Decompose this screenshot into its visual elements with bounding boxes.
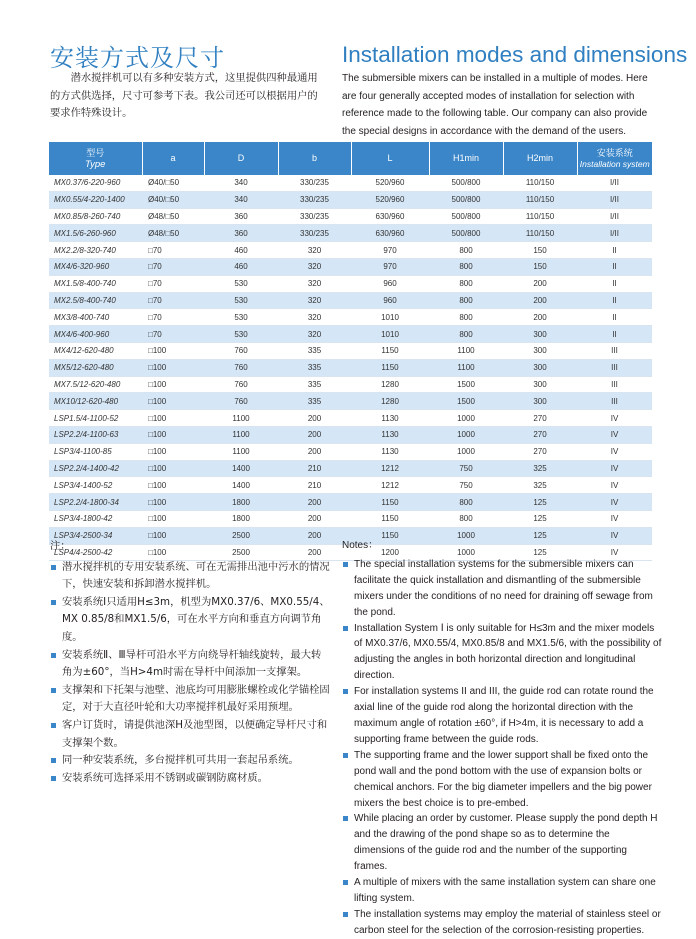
cell-l: 970 (351, 258, 429, 275)
cell-l: 1200 (351, 544, 429, 561)
cell-l: 960 (351, 275, 429, 292)
cell-installation-system: I/II (577, 225, 652, 242)
cell-h2min: 300 (503, 359, 577, 376)
cell-h1min: 1500 (429, 376, 503, 393)
cell-b: 335 (278, 342, 351, 359)
table-row (49, 410, 652, 427)
cell-installation-system: IV (577, 410, 652, 427)
cell-h2min: 270 (503, 426, 577, 443)
cell-d: 1800 (204, 494, 278, 511)
cell-l: 1150 (351, 527, 429, 544)
cell-installation-system: II (577, 309, 652, 326)
cell-h1min: 1000 (429, 410, 503, 427)
cell-installation-system: IV (577, 510, 652, 527)
cell-type: LSP3/4-1800-42 (49, 510, 142, 527)
note-item-en: Installation System Ⅰ is only suitable for H≤3m and the mixer models of MX0.37/6, MX0.55/4, MX0.85/8 and MX1.5/6, with the possibility of adjusting the angles in both horizontal direction and longitudinal direction. (342, 621, 662, 685)
cell-a: □100 (142, 342, 204, 359)
cell-h1min: 1000 (429, 527, 503, 544)
cell-h1min: 500/800 (429, 208, 503, 225)
cell-installation-system: III (577, 376, 652, 393)
cell-a: Ø40/□50 (142, 175, 204, 191)
cell-b: 330/235 (278, 191, 351, 208)
note-item-cn: 安装系统Ⅰ只适用H≤3m，机型为MX0.37/6、MX0.55/4、MX 0.85/8和MX1.5/6，可在水平方向和垂直方向调节角度。 (50, 594, 330, 647)
cell-h2min: 300 (503, 326, 577, 343)
cell-a: □100 (142, 460, 204, 477)
header-system-en: Installation system (579, 158, 650, 169)
cell-installation-system: I/II (577, 191, 652, 208)
cell-d: 2500 (204, 527, 278, 544)
cell-h2min: 125 (503, 544, 577, 561)
cell-h2min: 150 (503, 258, 577, 275)
cell-h1min: 1100 (429, 359, 503, 376)
table-row (49, 326, 652, 343)
cell-h2min: 110/150 (503, 208, 577, 225)
note-item-cn: 安装系统Ⅱ、Ⅲ导杆可沿水平方向绕导杆轴线旋转，最大转角为±60°，当H>4m时需在导杆中间添加一支撑架。 (50, 647, 330, 682)
cell-b: 320 (278, 326, 351, 343)
cell-h1min: 500/800 (429, 175, 503, 191)
cell-d: 760 (204, 342, 278, 359)
note-item-cn: 客户订货时，请提供池深H及池型图，以便确定导杆尺寸和支撑架个数。 (50, 717, 330, 752)
cell-h1min: 800 (429, 258, 503, 275)
cell-h2min: 200 (503, 292, 577, 309)
table-row (49, 376, 652, 393)
cell-type: MX0.55/4-220-1400 (49, 191, 142, 208)
note-item-en: A multiple of mixers with the same installation system can share one lifting system. (342, 875, 662, 907)
cell-h1min: 800 (429, 292, 503, 309)
table-row (49, 460, 652, 477)
cell-l: 630/960 (351, 208, 429, 225)
header-l: L (351, 142, 429, 175)
cell-b: 200 (278, 494, 351, 511)
notes-en (342, 538, 662, 939)
cell-type: LSP2.2/4-1400-42 (49, 460, 142, 477)
header-installation-system (577, 142, 652, 175)
cell-h1min: 800 (429, 309, 503, 326)
cell-l: 1010 (351, 309, 429, 326)
header-type (49, 142, 142, 175)
cell-type: MX1.5/8-400-740 (49, 275, 142, 292)
cell-l: 1212 (351, 460, 429, 477)
notes-en-list (342, 557, 662, 939)
note-item-en: The special installation systems for the submersible mixers can facilitate the quick installation and dismantling of the submersible mixers under the conditions of no need for draining off sewage from the pond. (342, 557, 662, 621)
table-row (49, 309, 652, 326)
note-item-cn: 同一种安装系统，多台搅拌机可共用一套起吊系统。 (50, 752, 330, 770)
cell-l: 970 (351, 242, 429, 259)
cell-l: 1150 (351, 359, 429, 376)
cell-b: 320 (278, 275, 351, 292)
cell-d: 360 (204, 208, 278, 225)
cell-installation-system: IV (577, 426, 652, 443)
cell-d: 1800 (204, 510, 278, 527)
cell-d: 2500 (204, 544, 278, 561)
cell-b: 320 (278, 309, 351, 326)
table-row (49, 342, 652, 359)
note-item-en: The installation systems may employ the material of stainless steel or carbon steel for the selection of the corrosion-resisting properties. (342, 907, 662, 939)
cell-type: MX4/12-620-480 (49, 342, 142, 359)
cell-d: 760 (204, 376, 278, 393)
cell-l: 1280 (351, 393, 429, 410)
cell-b: 200 (278, 410, 351, 427)
note-item-cn: 支撑架和下托架与池壁、池底均可用膨胀螺栓或化学锚栓固定，对于大直径叶轮和大功率搅拌机最好采用预埋。 (50, 682, 330, 717)
cell-a: □70 (142, 275, 204, 292)
page-title-en: Installation modes and dimensions (342, 42, 688, 67)
cell-h2min: 325 (503, 477, 577, 494)
cell-h1min: 1000 (429, 544, 503, 561)
cell-type: LSP3/4-2500-34 (49, 527, 142, 544)
cell-a: □70 (142, 326, 204, 343)
cell-d: 340 (204, 191, 278, 208)
cell-d: 460 (204, 242, 278, 259)
cell-d: 760 (204, 393, 278, 410)
notes-cn-list (50, 559, 330, 788)
dimensions-table-wrapper (49, 142, 652, 561)
cell-h2min: 200 (503, 309, 577, 326)
cell-l: 1150 (351, 494, 429, 511)
cell-h2min: 125 (503, 527, 577, 544)
cell-installation-system: II (577, 292, 652, 309)
cell-h1min: 800 (429, 326, 503, 343)
cell-type: MX0.37/6-220-960 (49, 175, 142, 191)
page-title-cn: 安装方式及尺寸 (50, 44, 225, 72)
cell-a: □100 (142, 494, 204, 511)
cell-d: 530 (204, 309, 278, 326)
cell-l: 960 (351, 292, 429, 309)
cell-b: 210 (278, 460, 351, 477)
cell-d: 1100 (204, 410, 278, 427)
cell-h2min: 110/150 (503, 175, 577, 191)
cell-l: 1130 (351, 426, 429, 443)
cell-b: 200 (278, 426, 351, 443)
cell-a: □100 (142, 393, 204, 410)
table-body (49, 175, 652, 561)
cell-installation-system: IV (577, 494, 652, 511)
cell-installation-system: IV (577, 527, 652, 544)
cell-l: 1212 (351, 477, 429, 494)
cell-b: 330/235 (278, 208, 351, 225)
cell-h1min: 1500 (429, 393, 503, 410)
cell-b: 210 (278, 477, 351, 494)
cell-installation-system: III (577, 393, 652, 410)
cell-h1min: 500/800 (429, 225, 503, 242)
cell-a: □70 (142, 242, 204, 259)
cell-b: 330/235 (278, 225, 351, 242)
cell-type: MX0.85/8-260-740 (49, 208, 142, 225)
cell-a: □70 (142, 258, 204, 275)
table-row (49, 191, 652, 208)
cell-h1min: 1100 (429, 342, 503, 359)
cell-installation-system: I/II (577, 208, 652, 225)
cell-h2min: 125 (503, 510, 577, 527)
cell-type: MX2.5/8-400-740 (49, 292, 142, 309)
header-a: a (142, 142, 204, 175)
header-h2min: H2min (503, 142, 577, 175)
header-d: D (204, 142, 278, 175)
cell-h1min: 1000 (429, 443, 503, 460)
table-row (49, 242, 652, 259)
cell-h2min: 110/150 (503, 225, 577, 242)
cell-type: LSP4/4-2500-42 (49, 544, 142, 561)
cell-d: 360 (204, 225, 278, 242)
table-row (49, 225, 652, 242)
cell-h2min: 110/150 (503, 191, 577, 208)
cell-h1min: 1000 (429, 426, 503, 443)
table-row (49, 443, 652, 460)
cell-d: 1100 (204, 426, 278, 443)
cell-d: 530 (204, 275, 278, 292)
intro-text-en: The submersible mixers can be installed in a multiple of modes. Here are four generally accepted modes of installation for selection with reference made to the following table. Our company can also provide the special designs in accordance with the demand of the users. (342, 73, 648, 137)
cell-d: 460 (204, 258, 278, 275)
cell-h1min: 750 (429, 460, 503, 477)
cell-type: LSP3/4-1400-52 (49, 477, 142, 494)
cell-installation-system: IV (577, 544, 652, 561)
cell-d: 530 (204, 326, 278, 343)
cell-h2min: 300 (503, 393, 577, 410)
cell-b: 320 (278, 242, 351, 259)
header-system-cn: 安装系统 (596, 147, 633, 158)
cell-a: □100 (142, 443, 204, 460)
cell-l: 520/960 (351, 175, 429, 191)
cell-l: 630/960 (351, 225, 429, 242)
note-item-cn: 潜水搅拌机的专用安装系统、可在无需排出池中污水的情况下，快速安装和拆卸潜水搅拌机。 (50, 559, 330, 594)
cell-a: □100 (142, 527, 204, 544)
cell-h2min: 325 (503, 460, 577, 477)
cell-b: 320 (278, 292, 351, 309)
cell-type: MX7.5/12-620-480 (49, 376, 142, 393)
cell-b: 330/235 (278, 175, 351, 191)
cell-h2min: 300 (503, 376, 577, 393)
cell-h2min: 270 (503, 443, 577, 460)
cell-a: □100 (142, 376, 204, 393)
cell-type: MX4/6-320-960 (49, 258, 142, 275)
table-row (49, 393, 652, 410)
cell-l: 520/960 (351, 191, 429, 208)
table-row (49, 426, 652, 443)
cell-type: LSP1.5/4-1100-52 (49, 410, 142, 427)
cell-installation-system: IV (577, 477, 652, 494)
cell-installation-system: III (577, 342, 652, 359)
cell-type: MX2.2/8-320-740 (49, 242, 142, 259)
cell-d: 1100 (204, 443, 278, 460)
cell-installation-system: III (577, 359, 652, 376)
cell-h2min: 125 (503, 494, 577, 511)
cell-h1min: 750 (429, 477, 503, 494)
cell-b: 320 (278, 258, 351, 275)
cell-type: LSP2.2/4-1100-63 (49, 426, 142, 443)
cell-a: □100 (142, 359, 204, 376)
cell-l: 1130 (351, 410, 429, 427)
notes-cn (50, 538, 330, 787)
cell-a: Ø40/□50 (142, 191, 204, 208)
table-row (49, 208, 652, 225)
table-row (49, 494, 652, 511)
cell-h1min: 800 (429, 494, 503, 511)
header-type-en: Type (85, 158, 106, 170)
cell-type: MX4/6-400-960 (49, 326, 142, 343)
table-row (49, 510, 652, 527)
cell-installation-system: II (577, 242, 652, 259)
cell-a: □100 (142, 544, 204, 561)
cell-d: 1400 (204, 460, 278, 477)
header-h1min: H1min (429, 142, 503, 175)
cell-l: 1130 (351, 443, 429, 460)
dimensions-table (49, 142, 652, 561)
table-header-row (49, 142, 652, 175)
note-item-en: For installation systems II and III, the guide rod can rotate round the axial line of the guide rod along the horizontal direction with the maximum angle of rotation ±60°, if H>4m, it is necessary to add a supporting frame between the guide rods. (342, 684, 662, 748)
table-row (49, 275, 652, 292)
notes-cn-title: 注： (50, 540, 71, 552)
cell-installation-system: II (577, 258, 652, 275)
header-b: b (278, 142, 351, 175)
cell-h2min: 300 (503, 342, 577, 359)
cell-type: MX10/12-620-480 (49, 393, 142, 410)
cell-h2min: 150 (503, 242, 577, 259)
cell-installation-system: II (577, 326, 652, 343)
cell-d: 530 (204, 292, 278, 309)
cell-h2min: 270 (503, 410, 577, 427)
cell-type: LSP2.2/4-1800-34 (49, 494, 142, 511)
cell-type: MX5/12-620-480 (49, 359, 142, 376)
cell-b: 200 (278, 443, 351, 460)
cell-installation-system: II (577, 275, 652, 292)
cell-a: Ø48/□50 (142, 208, 204, 225)
cell-l: 1280 (351, 376, 429, 393)
notes-en-title: Notes： (342, 540, 379, 551)
cell-a: □100 (142, 510, 204, 527)
intro-text-cn: 潜水搅拌机可以有多种安装方式，这里提供四种最通用的方式供选择，尺寸可参考下表。我公司还可以根据用户的要求作特殊设计。 (50, 72, 318, 119)
note-item-cn: 安装系统可选择采用不锈钢或碳钢防腐材质。 (50, 770, 330, 788)
cell-a: Ø48/□50 (142, 225, 204, 242)
cell-installation-system: I/II (577, 175, 652, 191)
table-row (49, 359, 652, 376)
cell-h1min: 500/800 (429, 191, 503, 208)
cell-d: 1400 (204, 477, 278, 494)
cell-type: MX1.5/6-260-960 (49, 225, 142, 242)
cell-d: 760 (204, 359, 278, 376)
note-item-en: While placing an order by customer. Please supply the pond depth H and the drawing of the pond shape so as to determine the dimensions of the guide rod and the number of the supporting frames. (342, 811, 662, 875)
cell-h1min: 800 (429, 275, 503, 292)
cell-installation-system: IV (577, 443, 652, 460)
cell-a: □100 (142, 477, 204, 494)
cell-l: 1010 (351, 326, 429, 343)
cell-b: 335 (278, 359, 351, 376)
table-row (49, 292, 652, 309)
cell-a: □100 (142, 410, 204, 427)
table-row (49, 477, 652, 494)
cell-b: 200 (278, 510, 351, 527)
cell-b: 200 (278, 527, 351, 544)
cell-h1min: 800 (429, 510, 503, 527)
cell-h1min: 800 (429, 242, 503, 259)
cell-type: LSP3/4-1100-85 (49, 443, 142, 460)
cell-a: □70 (142, 292, 204, 309)
table-row (49, 258, 652, 275)
header-type-cn: 型号 (86, 147, 105, 158)
cell-installation-system: IV (577, 460, 652, 477)
cell-b: 200 (278, 544, 351, 561)
cell-a: □100 (142, 426, 204, 443)
note-item-en: The supporting frame and the lower support shall be fixed onto the pond wall and the pond bottom with the use of expansion bolts or chemical anchors. For the big diameter impellers and the big power mixers the best choice is to pre-embed. (342, 748, 662, 812)
cell-b: 335 (278, 393, 351, 410)
cell-l: 1150 (351, 342, 429, 359)
cell-b: 335 (278, 376, 351, 393)
cell-l: 1150 (351, 510, 429, 527)
cell-type: MX3/8-400-740 (49, 309, 142, 326)
table-row (49, 175, 652, 191)
cell-a: □70 (142, 309, 204, 326)
cell-d: 340 (204, 175, 278, 191)
cell-h2min: 200 (503, 275, 577, 292)
